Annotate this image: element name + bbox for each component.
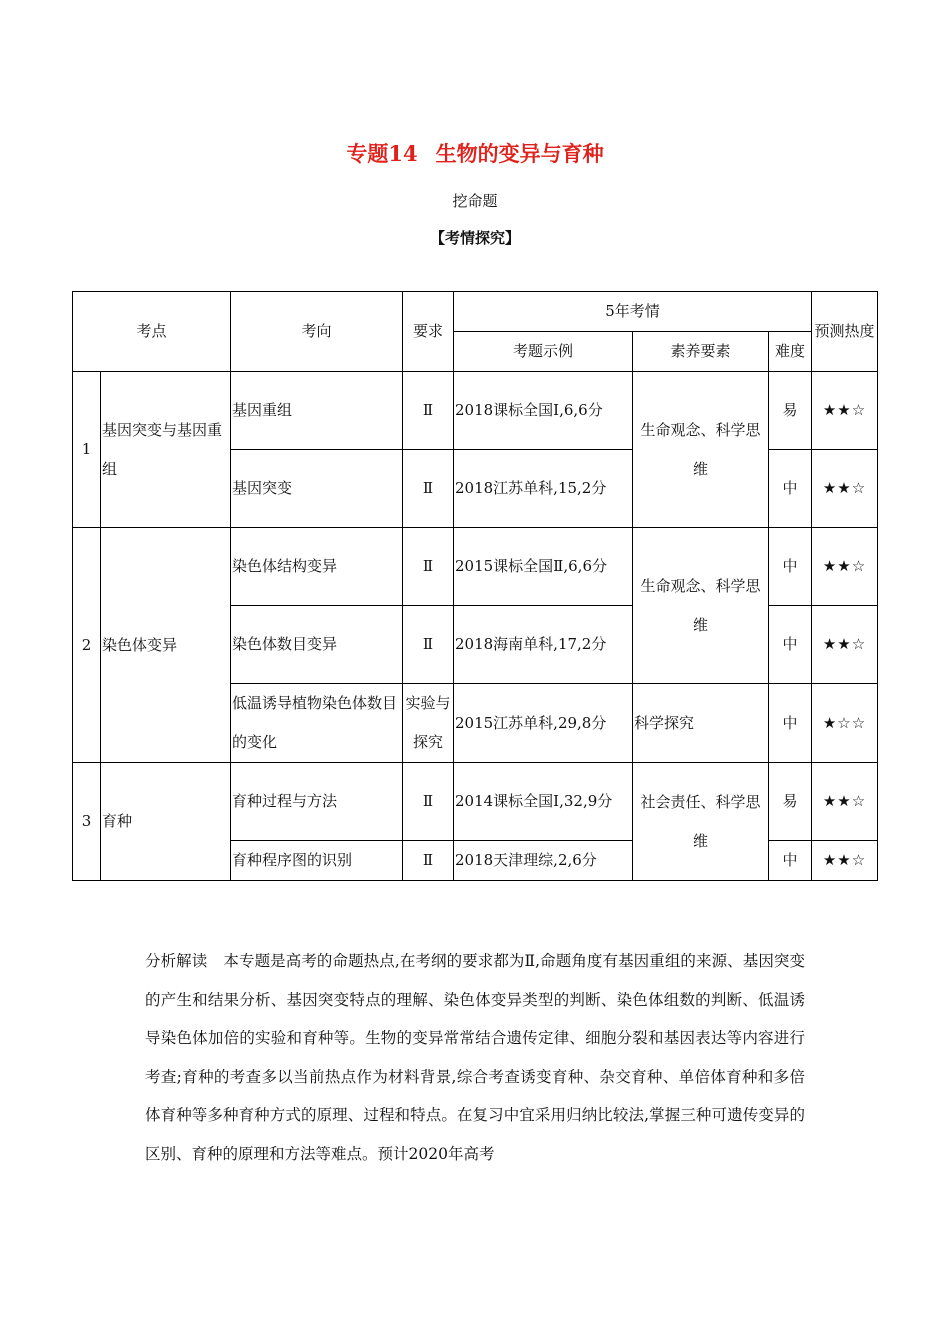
title-prefix: 专题14 bbox=[346, 141, 418, 166]
header-example: 考题示例 bbox=[454, 332, 633, 372]
example-cell: 2018课标全国Ⅰ,6,6分 bbox=[454, 372, 633, 450]
table-row bbox=[73, 528, 878, 567]
header-nandu: 难度 bbox=[769, 332, 812, 372]
title-name: 生物的变异与育种 bbox=[435, 141, 604, 166]
group-name: 基因突变与基因重组 bbox=[101, 372, 231, 528]
example-cell: 2018海南单科,17,2分 bbox=[454, 606, 633, 684]
header-yuce: 预测热度 bbox=[812, 292, 878, 372]
example-cell: 2015江苏单科,29,8分 bbox=[454, 684, 633, 763]
suyang-cell: 生命观念、科学思维 bbox=[633, 372, 769, 528]
suyang-cell: 生命观念、科学思维 bbox=[633, 528, 769, 684]
table-row bbox=[73, 763, 878, 802]
group-name: 染色体变异 bbox=[101, 528, 231, 763]
heat-stars: ★★☆ bbox=[812, 763, 878, 841]
direction-cell: 基因突变 bbox=[231, 450, 403, 528]
difficulty-cell: 中 bbox=[769, 450, 812, 528]
suyang-cell: 社会责任、科学思维 bbox=[633, 763, 769, 881]
direction-cell: 染色体结构变异 bbox=[231, 528, 403, 606]
difficulty-cell: 易 bbox=[769, 372, 812, 450]
suyang-cell: 科学探究 bbox=[633, 684, 769, 763]
table-row bbox=[73, 372, 878, 411]
exam-analysis-table bbox=[72, 291, 878, 881]
difficulty-cell: 易 bbox=[769, 763, 812, 841]
group-number: 2 bbox=[73, 528, 101, 763]
requirement-cell: Ⅱ bbox=[403, 841, 454, 881]
group-number: 3 bbox=[73, 763, 101, 881]
requirement-cell: Ⅱ bbox=[403, 763, 454, 841]
difficulty-cell: 中 bbox=[769, 841, 812, 881]
heat-stars: ★★☆ bbox=[812, 372, 878, 450]
requirement-cell: 实验与探究 bbox=[403, 684, 454, 763]
header-yaoqiu: 要求 bbox=[403, 292, 454, 372]
subtitle: 挖命题 bbox=[452, 192, 498, 210]
analysis-label: 分析解读 bbox=[145, 952, 208, 970]
example-cell: 2015课标全国Ⅱ,6,6分 bbox=[454, 528, 633, 606]
section-heading: 【考情探究】 bbox=[429, 229, 520, 247]
direction-cell: 低温诱导植物染色体数目的变化 bbox=[231, 684, 403, 763]
analysis-text: 本专题是高考的命题热点,在考纲的要求都为Ⅱ,命题角度有基因重组的来源、基因突变的产生和结果分析、基因突变特点的理解、染色体变异类型的判断、染色体组数的判断、低温诱导染色体加倍的实验和育种等。生物的变异常常结合遗传定律、细胞分裂和基因表达等内容进行考查;育种的考查多以当前热点作为材料背景,综合考查诱变育种、杂交育种、单倍体育种和多倍体育种等多种育种方式的原理、过程和特点。在复习中宜采用归纳比较法,掌握三种可遗传变异的区别、育种的原理和方法等难点。预计2020年高考 bbox=[145, 952, 805, 1163]
header-kaodian: 考点 bbox=[73, 292, 231, 372]
heat-stars: ★★☆ bbox=[812, 606, 878, 684]
requirement-cell: Ⅱ bbox=[403, 528, 454, 606]
direction-cell: 染色体数目变异 bbox=[231, 606, 403, 684]
direction-cell: 育种过程与方法 bbox=[231, 763, 403, 841]
difficulty-cell: 中 bbox=[769, 528, 812, 606]
header-suyang: 素养要素 bbox=[633, 332, 769, 372]
page-title bbox=[0, 138, 950, 168]
requirement-cell: Ⅱ bbox=[403, 450, 454, 528]
requirement-cell: Ⅱ bbox=[403, 372, 454, 450]
difficulty-cell: 中 bbox=[769, 606, 812, 684]
example-cell: 2014课标全国Ⅰ,32,9分 bbox=[454, 763, 633, 841]
example-cell: 2018江苏单科,15,2分 bbox=[454, 450, 633, 528]
direction-cell: 育种程序图的识别 bbox=[231, 841, 403, 881]
group-name: 育种 bbox=[101, 763, 231, 881]
requirement-cell: Ⅱ bbox=[403, 606, 454, 684]
header-five-year: 5年考情 bbox=[454, 292, 812, 332]
example-cell: 2018天津理综,2,6分 bbox=[454, 841, 633, 881]
difficulty-cell: 中 bbox=[769, 684, 812, 763]
heat-stars: ★★☆ bbox=[812, 450, 878, 528]
header-kaoxiang: 考向 bbox=[231, 292, 403, 372]
heat-stars: ★☆☆ bbox=[812, 684, 878, 763]
heat-stars: ★★☆ bbox=[812, 528, 878, 606]
group-number: 1 bbox=[73, 372, 101, 528]
analysis-paragraph bbox=[145, 942, 805, 1173]
heat-stars: ★★☆ bbox=[812, 841, 878, 881]
direction-cell: 基因重组 bbox=[231, 372, 403, 450]
